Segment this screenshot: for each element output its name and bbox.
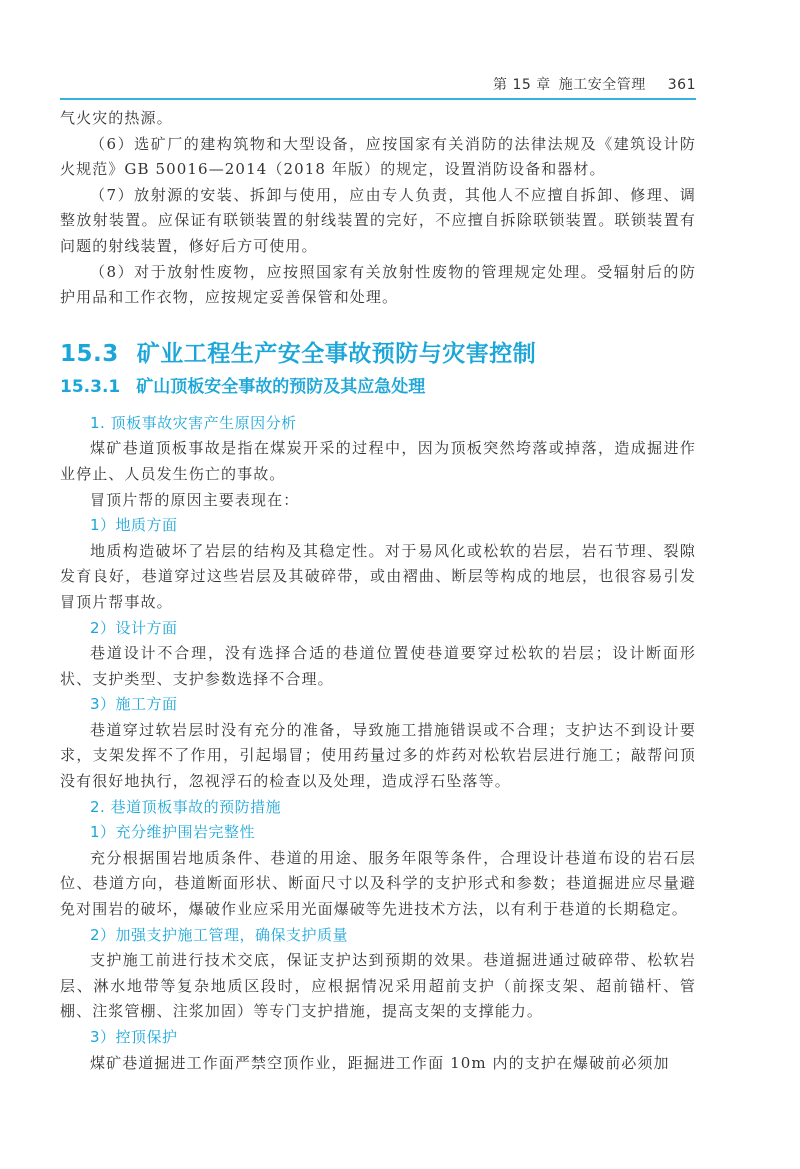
page-body <box>60 106 696 1076</box>
running-header <box>60 70 696 100</box>
header-chapter: 第 15 章 <box>493 77 551 93</box>
subsection-heading <box>60 372 696 397</box>
paragraph: 充分根据围岩地质条件、巷道的用途、服务年限等条件，合理设计巷道布设的岩石层位、巷道方向，巷道断面形状、断面尺寸以及科学的支护形式和参数；巷道掘进应尽量避免对围岩的破坏，爆破作业应采用光面爆破等先进技术方法，以有利于巷道的长期稳定。 <box>60 848 696 919</box>
paragraph: （7）放射源的安装、拆卸与使用，应由专人负责，其他人不应擅自拆卸、修理、调整放射装置。应保证有联锁装置的射线装置的完好，不应擅自拆除联锁装置。联锁装置有问题的射线装置，修好后方可使用。 <box>60 185 696 255</box>
heading-roof-control: 3）控顶保护 <box>90 1028 178 1046</box>
section-title: 矿业工程生产安全事故预防与灾害控制 <box>136 340 537 367</box>
paragraph: 巷道穿过软岩层时没有充分的准备，导致施工措施错误或不合理；支护达不到设计要求，支架发挥不了作用，引起塌冒；使用药量过多的炸药对松软岩层进行施工；敲帮问顶没有很好地执行，忽视浮石的检查以及处理，造成浮石坠落等。 <box>60 720 696 791</box>
section-heading <box>60 335 696 368</box>
heading-support-management: 2）加强支护施工管理，确保支护质量 <box>90 925 349 944</box>
subsection-title: 矿山顶板安全事故的预防及其应急处理 <box>136 376 426 397</box>
paragraph: （6）选矿厂的建构筑物和大型设备，应按国家有关消防的法律法规及《建筑设计防火规范》GB 50016—2014（2018 年版）的规定，设置消防设备和器材。 <box>60 134 696 179</box>
paragraph: 地质构造破坏了岩层的结构及其稳定性。对于易风化或松软的岩层，岩石节理、裂隙发育良好，巷道穿过这些岩层及其破碎带，或由褶曲、断层等构成的地层，也很容易引发冒顶片帮事故。 <box>60 541 696 611</box>
header-title: 施工安全管理 <box>558 77 646 93</box>
heading-geology: 1）地质方面 <box>90 516 178 535</box>
paragraph: 煤矿巷道掘进工作面严禁空顶作业，距掘进工作面 10m 内的支护在爆破前必须加 <box>90 1053 670 1072</box>
section-number: 15.3 <box>60 340 119 367</box>
paragraph: 气火灾的热源。 <box>60 109 173 127</box>
heading-rock-integrity: 1）充分维护围岩完整性 <box>90 823 256 842</box>
subsection-number: 15.3.1 <box>60 376 121 397</box>
paragraph: 煤矿巷道顶板事故是指在煤炭开采的过程中，因为顶板突然垮落或掉落，造成掘进作业停止、人员发生伤亡的事故。 <box>60 439 696 483</box>
page-number: 361 <box>667 77 696 93</box>
header-text <box>485 74 696 94</box>
header-rule <box>60 98 696 100</box>
heading-cause-analysis: 1. 顶板事故灾害产生原因分析 <box>90 413 297 432</box>
paragraph: 冒顶片帮的原因主要表现在： <box>90 490 300 509</box>
paragraph: （8）对于放射性废物，应按照国家有关放射性废物的管理规定处理。受辐射后的防护用品和工作衣物，应按规定妥善保管和处理。 <box>60 262 696 307</box>
paragraph: 巷道设计不合理，没有选择合适的巷道位置使巷道要穿过松软的岩层；设计断面形状、支护类型、支护参数选择不合理。 <box>60 644 696 688</box>
paragraph: 支护施工前进行技术交底，保证支护达到预期的效果。巷道掘进通过破碎带、松软岩层、淋水地带等复杂地质区段时，应根据情况采用超前支护（前探支架、超前锚杆、管棚、注浆管棚、注浆加固）等专门支护措施，提高支架的支撑能力。 <box>60 951 696 1021</box>
heading-design: 2）设计方面 <box>90 618 178 637</box>
heading-prevention: 2. 巷道顶板事故的预防措施 <box>90 797 282 816</box>
heading-construction: 3）施工方面 <box>90 695 178 714</box>
